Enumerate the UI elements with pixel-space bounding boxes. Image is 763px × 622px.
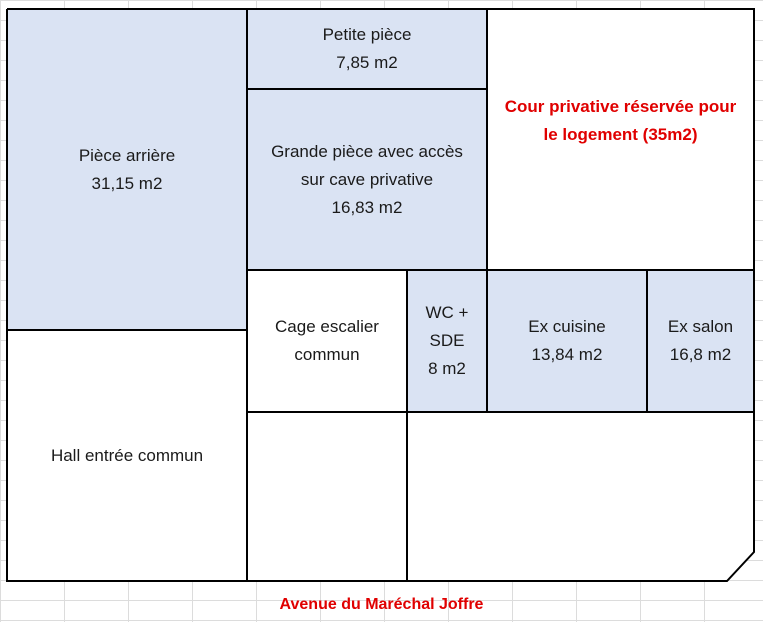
- room-empty-right: [407, 412, 754, 581]
- room-area: 7,85 m2: [336, 53, 398, 72]
- room-name-line1: Cage escalier: [275, 317, 379, 336]
- cour-line2: le logement (35m2): [543, 124, 698, 144]
- street-label: Avenue du Maréchal Joffre: [279, 596, 484, 613]
- room-name: Pièce arrière: [78, 145, 176, 165]
- room-area: 8 m2: [428, 359, 466, 378]
- room-name-line2: SDE: [429, 331, 465, 350]
- room-name-line1: Grande pièce avec accès: [271, 141, 463, 161]
- room-name-line2: sur cave privative: [300, 169, 434, 189]
- room-area: 16,83 m2: [331, 197, 403, 217]
- room-name: Petite pièce: [322, 25, 412, 44]
- room-area: 13,84 m2: [531, 345, 603, 364]
- room-area: 31,15 m2: [91, 173, 163, 193]
- room-name: Ex salon: [667, 317, 734, 336]
- cour-line1: Cour privative réservée pour: [504, 96, 737, 116]
- room-area: 16,8 m2: [669, 345, 732, 364]
- room-name: Ex cuisine: [528, 317, 606, 336]
- room-name-line1: WC +: [425, 303, 469, 322]
- room-name: Hall entrée commun: [50, 445, 204, 465]
- room-name-line2: commun: [294, 345, 360, 364]
